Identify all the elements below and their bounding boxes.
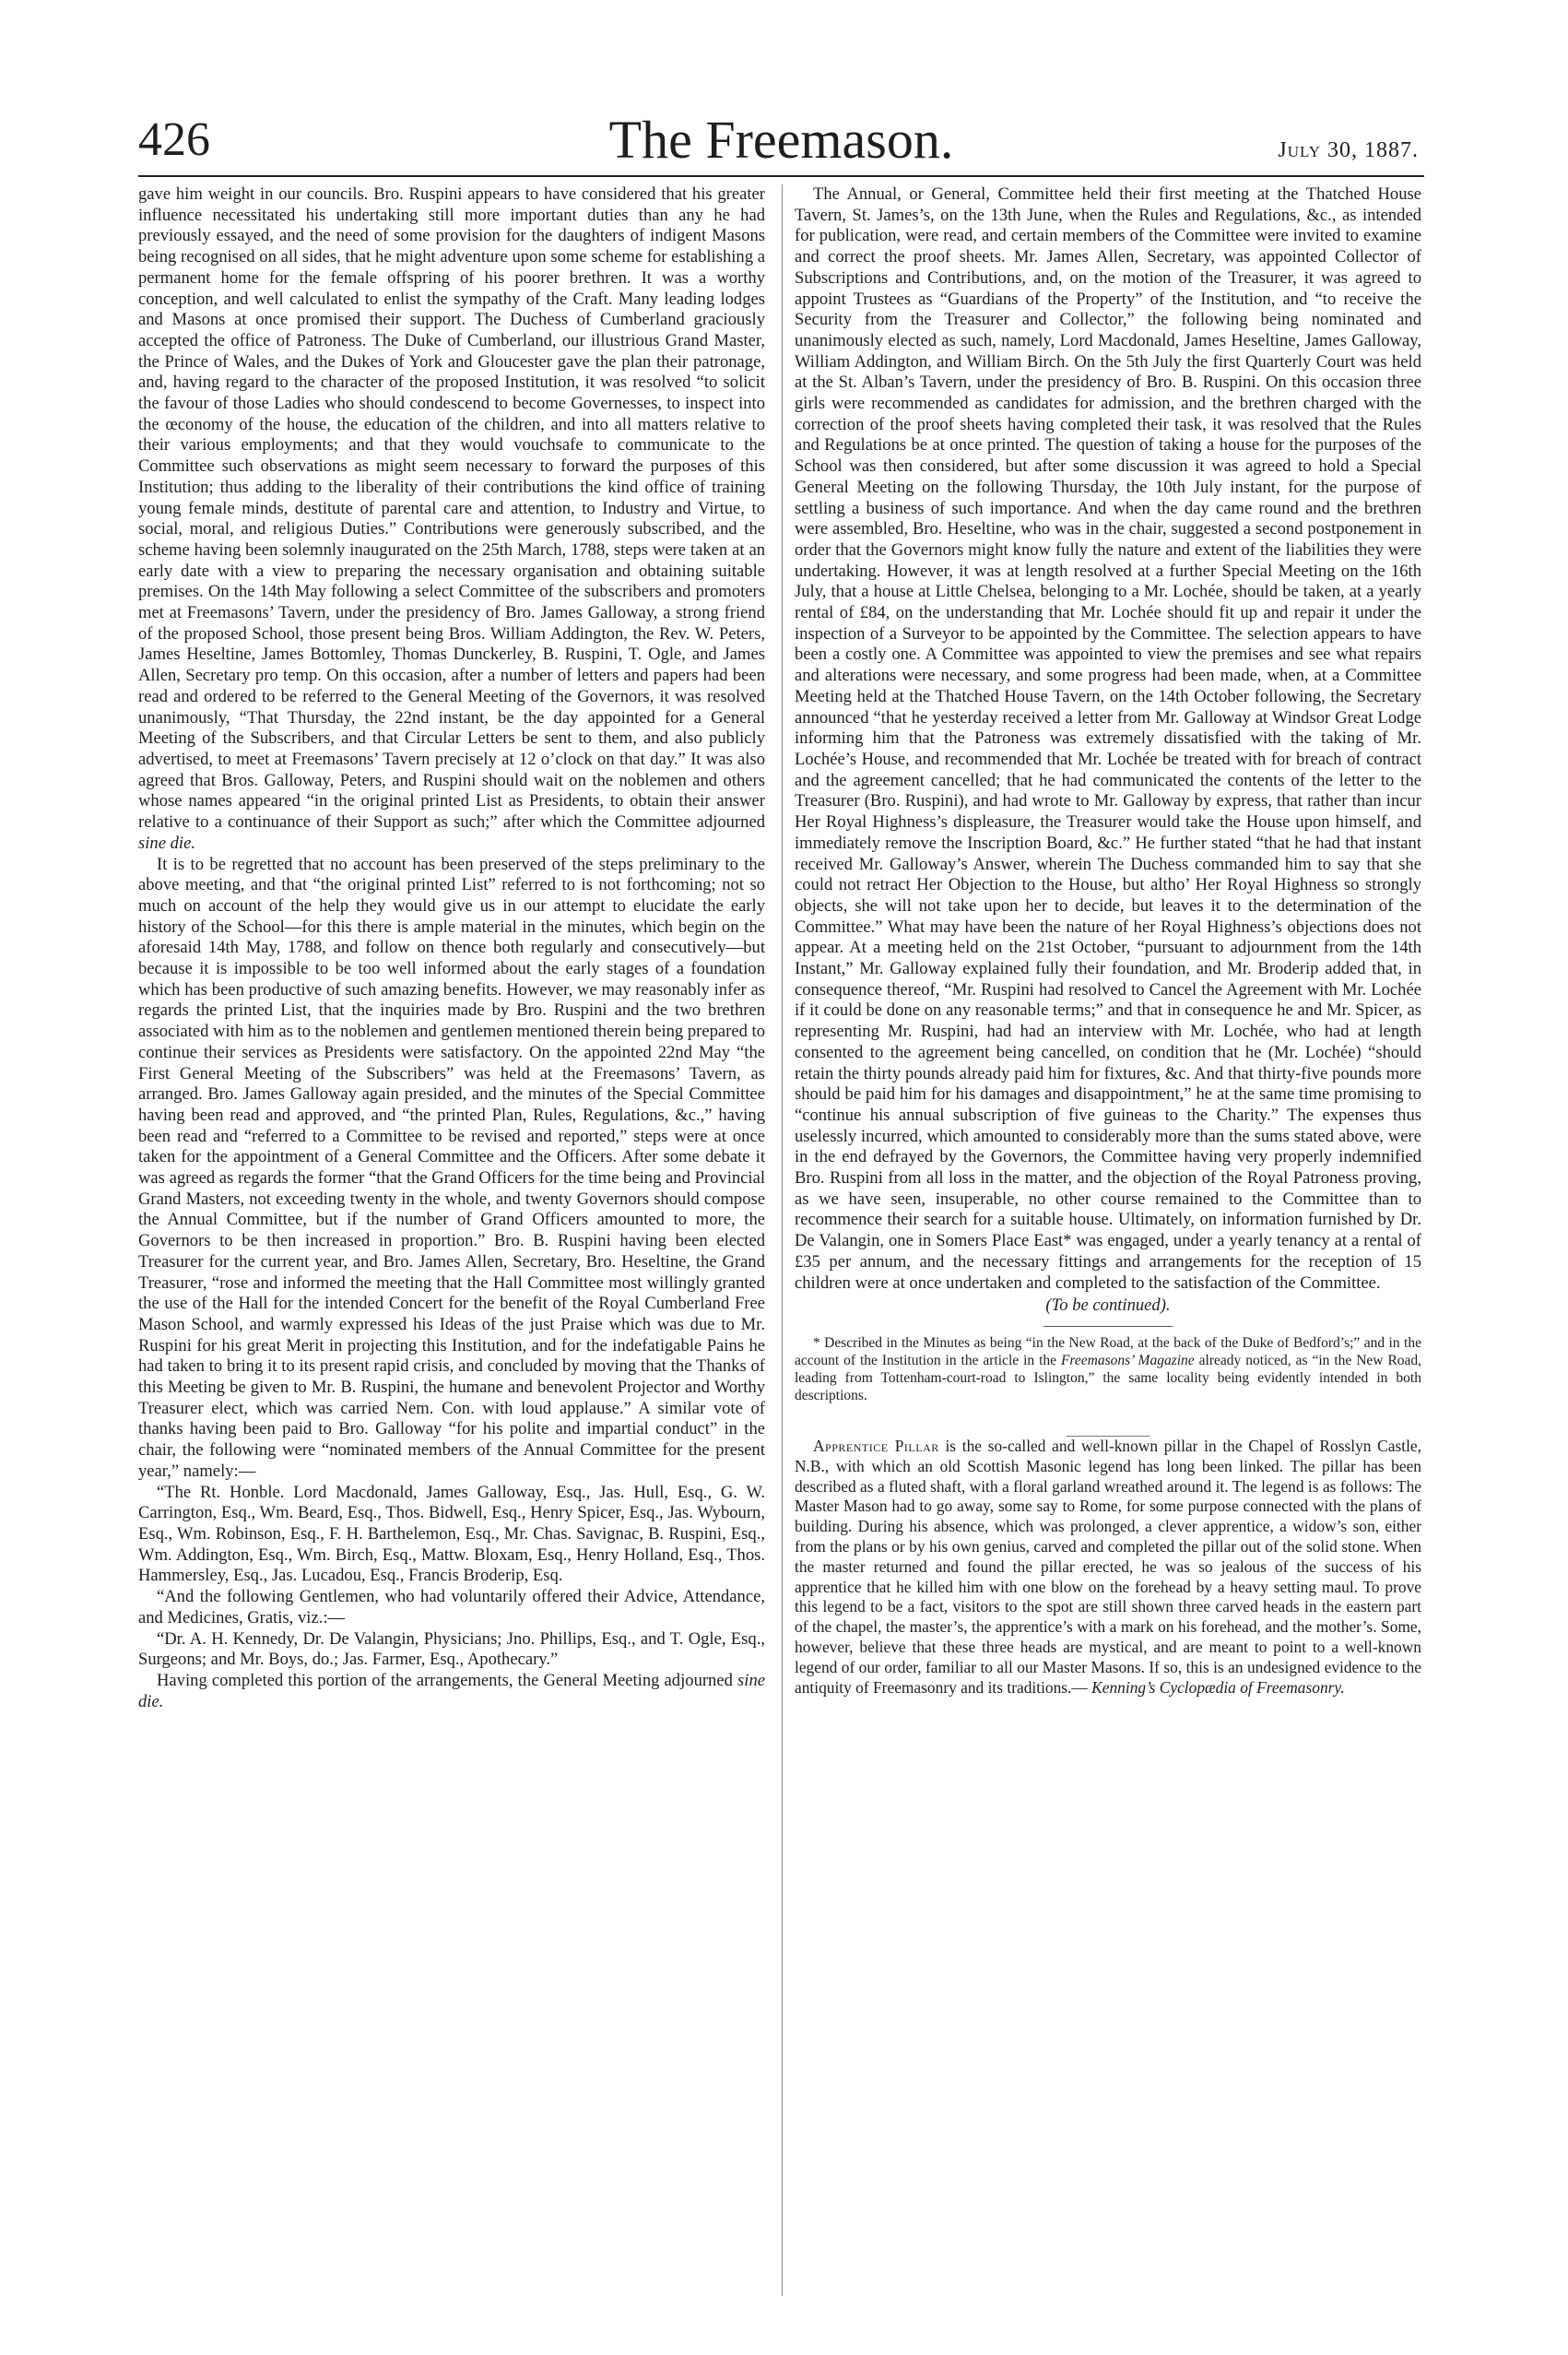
newspaper-title: The Freemason. [608, 110, 954, 170]
left-column [138, 184, 765, 2305]
apprentice-pillar-article: Apprentice Pillar is the so-called and well-known pillar in the Chapel of Rosslyn Castle, N.B., with which an old Scottish Masonic legend has long been linked. The pillar has been described as a fluted shaft, with a floral garland wreathed around it. The legend is as follows: The Master Mason had to go away, some say to Rome, for some purpose connected with the plans of building. During his absence, which was prolonged, a clever apprentice, a widow’s son, either from the plans or by his own genius, carved and completed the pillar out of the solid stone. When the master returned and found the pillar erected, he was so jealous of the success of his apprentice that he killed him with one blow on the forehead by a heavy setting maul. To prove this legend to be a fact, visitors to the spot are still shown three carved heads in the eastern part of the chapel, the master’s, the apprentice’s with a mark on his forehead, and the mother’s. Some, however, believe that these three heads are mystical, and are meant to point to a well-known legend of our order, familiar to all our Master Masons. If so, this is an undesigned evidence to the antiquity of Freemasonry and its traditions.— Kenning’s Cyclopædia of Freemasonry. [795, 1436, 1421, 1697]
footnote-rule [1043, 1326, 1173, 1327]
page-number: 426 [138, 113, 210, 166]
paragraph: “And the following Gentlemen, who had voluntarily offered their Advice, Attendance, and Medicines, Gratis, viz.:— [138, 1587, 765, 1627]
paragraph: The Annual, or General, Committee held their first meeting at the Thatched House Tavern, St. James’s, on the 13th June, when the Rules and Regulations, &c., as intended for publication, were read, and certain members of the Committee were invited to examine and correct the proof sheets. Mr. James Allen, Secretary, was appointed Collector of Subscriptions and Contributions, and, on the motion of the Treasurer, it was agreed to appoint Trustees as “Guardians of the Property” of the Institution, and “to receive the Security from the Treasurer and Collector,” the following being nominated and unanimously elected as such, namely, Lord Macdonald, James Heseltine, James Galloway, William Addington, and William Birch. On the 5th July the first Quarterly Court was held at the St. Alban’s Tavern, under the presidency of Bro. B. Ruspini. On this occasion three girls were recommended as candidates for admission, and the brethren charged with the correction of the proof sheets having completed their task, it was resolved that the Rules and Regulations be at once printed. The question of taking a house for the purposes of the School was then considered, but after some discussion it was agreed to hold a Special General Meeting on the following Thursday, the 10th July instant, for the purpose of settling a business of such importance. And when the day came round and the brethren were assembled, Bro. Heseltine, who was in the chair, suggested a second postponement in order that the Governors might know fully the nature and extent of the liabilities they were undertaking. However, it was at length resolved at a further Special Meeting on the 16th July, that a house at Little Chelsea, belonging to a Mr. Lochée, should be taken, at a yearly rental of £84, on the understanding that Mr. Lochée should fit up and repair it under the inspection of a Surveyor to be appointed by the Committee. The selection appears to have been a costly one. A Committee was appointed to view the premises and see what repairs and alterations were necessary, and some progress had been made, when, at a Committee Meeting held at the Thatched House Tavern, on the 14th October following, the Secretary announced “that he yesterday received a letter from Mr. Galloway at Windsor Great Lodge informing him that the Patroness was extremely dissatisfied with the taking of Mr. Lochée’s House, and recommended that Mr. Lochée be treated with for breach of contract and the agreement cancelled; that he had communicated the contents of the letter to the Treasurer (Bro. Ruspini), and had wrote to Mr. Galloway by express, that rather than incur Her Royal Highness’s displeasure, the Treasurer would take the House upon himself, and immediately remove the Inscription Board, &c.” He further stated “that he had that instant received Mr. Galloway’s Answer, wherein The Duchess commanded him to say that she could not retract Her Objection to the House, but altho’ Her Royal Highness so strongly objects, she will not take upon her to decide, but leaves it to the determination of the Committee.” What may have been the nature of her Royal Highness’s objections does not appear. At a meeting held on the 21st October, “pursuant to adjournment from the 14th Instant,” Mr. Galloway explained fully their foundation, and Mr. Broderip added that, in consequence thereof, “Mr. Ruspini had resolved to Cancel the Agreement with Mr. Lochée if it could be done on any reasonable terms;” and that in consequence he and Mr. Spicer, as representing Mr. Ruspini, had had an interview with Mr. Lochée, who had at length consented to the agreement being cancelled, on condition that he (Mr. Lochée) “should retain the thirty pounds already paid him for fixtures, &c. And that thirty-five pounds more should be paid him for his damages and disappointment,” he at the same time promising to “continue his annual subscription of five guineas to the Charity.” The expenses thus uselessly incurred, which amounted to considerably more than the sums stated above, were in the end defrayed by the Governors, the Committee having very properly indemnified Bro. Ruspini from all loss in the matter, and the objection of the Royal Patroness proving, as we have seen, insuperable, no other course remained to the Committee than to recommence their search for a suitable house. Ultimately, on information furnished by Dr. De Valangin, one in Somers Place East* was engaged, under a yearly tenancy at a rental of £35 per annum, and the necessary fittings and arrangements for the reception of 15 children were at once undertaken and completed to the satisfaction of the Committee. [795, 184, 1421, 1293]
paragraph: gave him weight in our councils. Bro. Ruspini appears to have considered that his greater influence necessitated his undertaking still more important duties than any he had previously essayed, and the need of some provision for the daughters of indigent Masons being recognised on all sides, that he might adventure upon some scheme for establishing a permanent home for the female offspring of his poorer brethren. It was a worthy conception, and well calculated to enlist the sympathy of the Craft. Many leading lodges and Masons at once promised their support. The Duchess of Cumberland graciously accepted the office of Patroness. The Duke of Cumberland, our illustrious Grand Master, the Prince of Wales, and the Dukes of York and Gloucester gave the plan their patronage, and, having regard to the character of the proposed Institution, it was resolved “to solicit the favour of those Ladies who should condescend to become Governesses, to inspect into the œconomy of the house, the education of the children, and into all matters relative to their various employments; and that they would vouchsafe to communicate to the Committee such observations as might seem necessary to forward the purposes of this Institution; thus adding to the liberality of their contributions the kind office of training young female minds, destitute of parental care and attention, to Industry and Virtue, to social, moral, and religious Duties.” Contributions were generously subscribed, and the scheme having been solemnly inaugurated on the 25th March, 1788, steps were taken at an early date with a view to preparing the necessary organisation and obtaining suitable premises. On the 14th May following a select Committee of the subscribers and promoters met at Freemasons’ Tavern, under the presidency of Bro. James Galloway, a strong friend of the proposed School, those present being Bros. William Addington, the Rev. W. Peters, James Heseltine, James Bottomley, Thomas Dunckerley, B. Ruspini, T. Ogle, and James Allen, Secretary pro temp. On this occasion, after a number of letters and papers had been read and ordered to be referred to the General Meeting of the Governors, it was resolved unanimously, “That Thursday, the 22nd instant, be the day appointed for a General Meeting of the Subscribers, and that Circular Letters be sent to them, and also publicly advertised, to meet at Freemasons’ Tavern precisely at 12 o’clock on that day.” It was also agreed that Bros. Galloway, Peters, and Ruspini should wait on the noblemen and others whose names appeared “in the original printed List as Presidents, to obtain their answer relative to a continuance of their Support as such;” after which the Committee adjourned sine die. [138, 184, 765, 853]
footnote: * Described in the Minutes as being “in the New Road, at the back of the Duke of Bedford’s;” and in the account of the Institution in the article in the Freemasons’ Magazine already noticed, as “in the New Road, leading from Tottenham-court-road to Islington,” the same locality being evidently intended in both descriptions. [795, 1334, 1421, 1403]
article-source: Kenning’s Cyclopædia of Freemasonry. [1091, 1677, 1345, 1697]
paragraph: It is to be regretted that no account has been preserved of the steps preliminary to the above meeting, and that “the original printed List” referred to is not forthcoming; not so much on account of the help they would give us in our attempt to elucidate the early history of the School—for this there is ample material in the minutes, which begin on the aforesaid 14th May, 1788, and follow on thence both regularly and consecutively—but because it is impossible to be too well informed about the early stages of a foundation which has been productive of such amazing benefits. However, we may reasonably infer as regards the printed List, that the inquiries made by Bro. Ruspini and the two brethren associated with him as to the noblemen and gentlemen mentioned therein being prepared to continue their services as Presidents were satisfactory. On the appointed 22nd May “the First General Meeting of the Subscribers” was held at the Freemasons’ Tavern, as arranged. Bro. James Galloway again presided, and the minutes of the Special Committee having been read and approved, and “the printed Plan, Rules, Regulations, &c.,” having been read and “referred to a Committee to be revised and reported,” steps were at once taken for the appointment of a General Committee and the Officers. After some debate it was agreed as regards the former “that the Grand Officers for the time being and Provincial Grand Masters, not exceeding twenty in the whole, and twenty Governors should compose the Annual Committee, but if the number of Grand Officers amounted to more, the Governors to be then increased in proportion.” Bro. B. Ruspini having been elected Treasurer for the current year, and Bro. James Allen, Secretary, Bro. Heseltine, the Grand Treasurer, “rose and informed the meeting that the Hall Committee most willingly granted the use of the Hall for the intended Concert for the benefit of the Royal Cumberland Free Mason School, and warmly expressed his Ideas of the just Praise which was due to Mr. Ruspini for his great Merit in projecting this Institution, and for the indefatigable Pains he had taken to bring it to its present rapid crisis, and concluded by moving that the Thanks of this Meeting be given to Mr. B. Ruspini, the humane and benevolent Projector and Worthy Treasurer elect, which was carried Nem. Con. with loud applause.” A similar vote of thanks having been paid to Bro. Galloway “for his polite and impartial conduct” in the chair, the following were “nominated members of the Annual Committee for the present year,” namely:— [138, 854, 765, 1481]
right-column [795, 184, 1421, 2305]
committee-members-list: “The Rt. Honble. Lord Macdonald, James Galloway, Esq., Jas. Hull, Esq., G. W. Carrington, Esq., Wm. Beard, Esq., Thos. Bidwell, Esq., Henry Spicer, Esq., Jas. Wybourn, Esq., Wm. Robinson, Esq., F. H. Barthelemon, Esq., Mr. Chas. Savignac, B. Ruspini, Esq., Wm. Addington, Esq., Wm. Birch, Esq., Mattw. Bloxam, Esq., Henry Holland, Esq., Thos. Hammersley, Esq., Jas. Lucadou, Esq., Francis Broderip, Esq. [138, 1482, 765, 1586]
masthead [138, 109, 1424, 183]
article-lead: Apprentice Pillar [813, 1436, 939, 1455]
to-be-continued: (To be continued). [1045, 1296, 1171, 1316]
medical-officers-list: “Dr. A. H. Kennedy, Dr. De Valangin, Physicians; Jno. Phillips, Esq., and T. Ogle, Esq., Surgeons; and Mr. Boys, do.; Jas. Farmer, Esq., Apothecary.” [138, 1628, 765, 1670]
issue-date: July 30, 1887. [1278, 138, 1419, 162]
column-divider [782, 184, 783, 2296]
header-rule [138, 175, 1424, 177]
paragraph: Having completed this portion of the arrangements, the General Meeting adjourned sine die. [138, 1670, 765, 1711]
